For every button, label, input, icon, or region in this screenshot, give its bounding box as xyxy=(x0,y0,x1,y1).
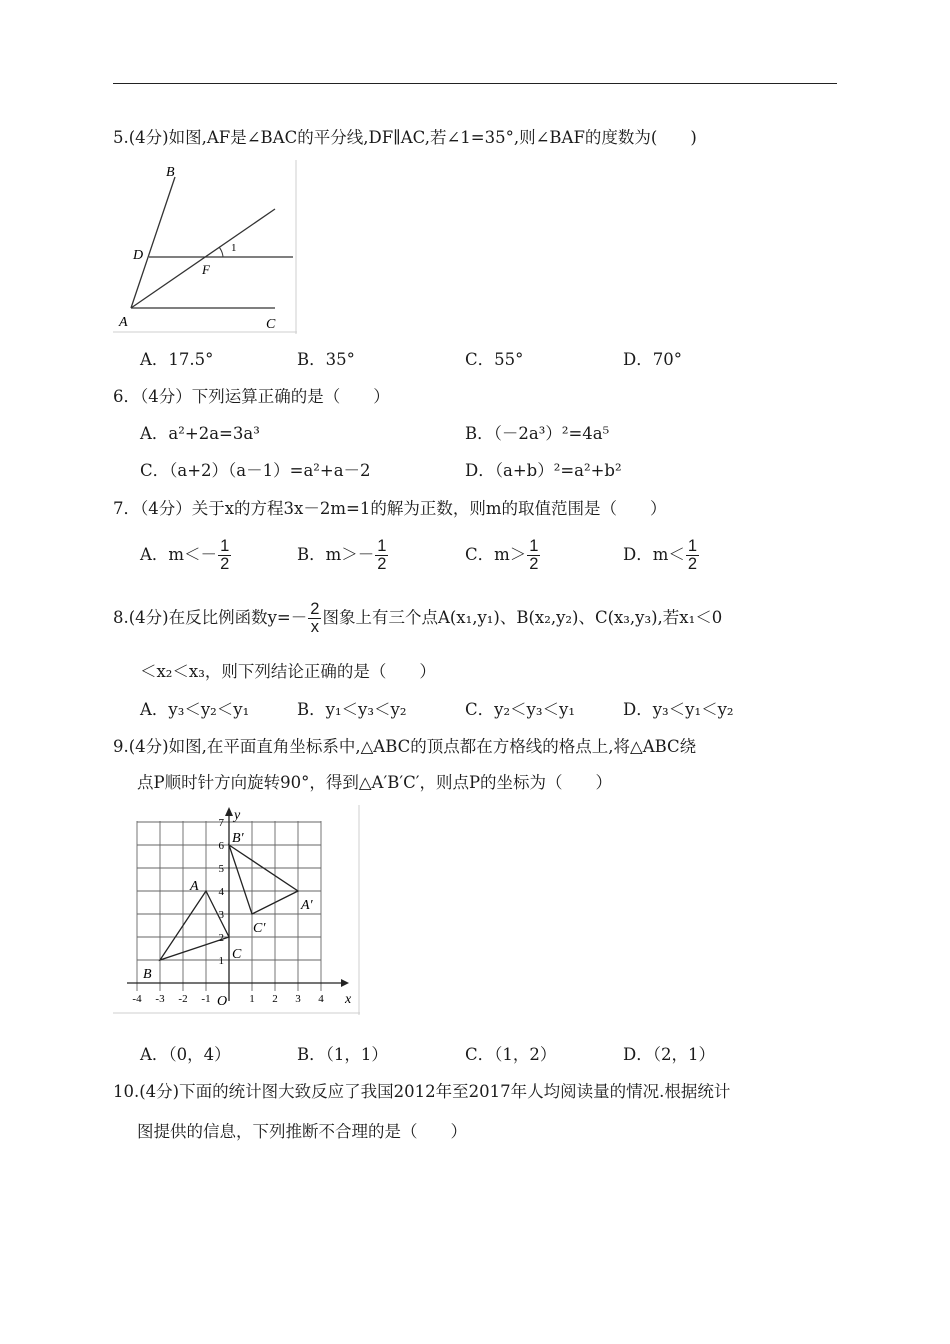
q6-option-a[interactable]: A．a²+2a=3a³ xyxy=(140,424,260,443)
y-axis-arrow xyxy=(225,807,233,816)
vertex-a-prime: A′ xyxy=(301,898,313,913)
q8-stem-line1: 8.(4分)在反比例函数y=－ $\frac{2}{x}$ 图象上有三个点A(x₁,y₁)、B(x₂,y₂)、C(x₃,y₃),若x₁＜0 xyxy=(113,600,723,636)
q5-option-a[interactable]: A．17.5° xyxy=(140,350,214,369)
x-tick: 2 xyxy=(272,993,278,1005)
q7-stem: 7．（4分）关于x的方程3x－2m=1的解为正数，则m的取值范围是（ ） xyxy=(113,499,667,518)
q9-coordinate-figure xyxy=(113,805,361,1015)
q5-option-c[interactable]: C．55° xyxy=(465,350,524,369)
y-tick: 6 xyxy=(218,840,224,852)
fraction: $\frac{1}{2}$ xyxy=(220,537,230,573)
fraction-2-over-x: $\frac{2}{x}$ xyxy=(310,600,320,636)
y-tick: 5 xyxy=(218,863,224,875)
q7-option-a[interactable]: A．m＜－ $\frac{1}{2}$ xyxy=(140,537,230,573)
fraction: $\frac{1}{2}$ xyxy=(377,537,387,573)
label-c: C xyxy=(266,317,276,332)
q9-option-d[interactable]: D．（2，1） xyxy=(623,1045,715,1064)
vertex-c-prime: C′ xyxy=(253,921,266,936)
y-tick: 7 xyxy=(218,817,224,829)
q6-stem: 6．（4分）下列运算正确的是（ ） xyxy=(113,387,390,406)
q5-figure xyxy=(113,160,299,334)
y-tick: 1 xyxy=(218,955,224,967)
q6-option-d[interactable]: D．（a+b）²=a²+b² xyxy=(465,461,622,480)
q10-stem-line2: 图提供的信息，下列推断不合理的是（ ） xyxy=(137,1122,467,1141)
q8-option-b[interactable]: B．y₁＜y₃＜y₂ xyxy=(297,700,407,719)
origin-label: O xyxy=(217,994,228,1009)
x-tick: 3 xyxy=(295,993,301,1005)
q9-stem-line1: 9.(4分)如图,在平面直角坐标系中,△ABC的顶点都在方格线的格点上,将△ABC绕 xyxy=(113,737,697,756)
x-tick-labels xyxy=(132,993,324,1005)
q9-stem-line2: 点P顺时针方向旋转90°，得到△A′B′C′，则点P的坐标为（ ） xyxy=(137,773,613,792)
x-axis-label: x xyxy=(345,992,352,1007)
q5-stem: 5.(4分)如图,AF是∠BAC的平分线,DF∥AC,若∠1=35°,则∠BAF的度数为( ) xyxy=(113,128,697,147)
line-ab xyxy=(131,177,175,308)
label-d: D xyxy=(133,248,144,263)
y-tick: 3 xyxy=(218,909,224,921)
q8-option-d[interactable]: D．y₃＜y₁＜y₂ xyxy=(623,700,734,719)
y-axis-label: y xyxy=(234,808,241,823)
x-tick: -3 xyxy=(155,993,165,1005)
x-axis-arrow xyxy=(341,979,349,987)
q9-option-a[interactable]: A．（0，4） xyxy=(140,1045,231,1064)
x-tick: -4 xyxy=(132,993,142,1005)
vertex-a: A xyxy=(190,879,199,894)
x-tick: -1 xyxy=(201,993,211,1005)
q7-option-d[interactable]: D．m＜ $\frac{1}{2}$ xyxy=(623,537,698,573)
fraction: $\frac{1}{2}$ xyxy=(529,537,539,573)
q5-option-b[interactable]: B．35° xyxy=(297,350,355,369)
q5-option-d[interactable]: D．70° xyxy=(623,350,682,369)
label-f: F xyxy=(202,262,210,277)
header-rule xyxy=(113,83,837,84)
q7-option-b[interactable]: B．m＞－ $\frac{1}{2}$ xyxy=(297,537,387,573)
x-tick: -2 xyxy=(178,993,188,1005)
triangle-a-prime-b-prime-c-prime xyxy=(229,845,298,914)
q9-option-c[interactable]: C．（1，2） xyxy=(465,1045,557,1064)
x-tick: 4 xyxy=(318,993,324,1005)
q10-stem-line1: 10.(4分)下面的统计图大致反应了我国2012年至2017年人均阅读量的情况.根据统计 xyxy=(113,1082,731,1101)
q8-option-c[interactable]: C．y₂＜y₃＜y₁ xyxy=(465,700,575,719)
label-angle-1: 1 xyxy=(231,242,237,254)
y-tick: 4 xyxy=(218,886,224,898)
q8-option-a[interactable]: A．y₃＜y₂＜y₁ xyxy=(140,700,250,719)
vertex-b-prime: B′ xyxy=(232,831,244,846)
q6-option-c[interactable]: C．（a+2）（a－1）=a²+a－2 xyxy=(140,461,371,480)
q8-stem-line2: ＜x₂＜x₃，则下列结论正确的是（ ） xyxy=(140,662,436,681)
q9-option-b[interactable]: B．（1，1） xyxy=(297,1045,388,1064)
label-a: A xyxy=(119,315,128,330)
y-tick: 2 xyxy=(218,932,224,944)
fraction: $\frac{1}{2}$ xyxy=(687,537,698,573)
vertex-b: B xyxy=(143,967,152,982)
vertex-c: C xyxy=(232,947,242,962)
y-tick-labels xyxy=(219,817,225,967)
q7-option-c[interactable]: C．m＞ $\frac{1}{2}$ xyxy=(465,537,539,573)
x-tick: 1 xyxy=(249,993,255,1005)
triangle-abc xyxy=(160,891,229,960)
line-af xyxy=(131,209,275,308)
q6-option-b[interactable]: B．（－2a³）²=4a⁵ xyxy=(465,424,610,443)
label-b: B xyxy=(166,165,175,180)
